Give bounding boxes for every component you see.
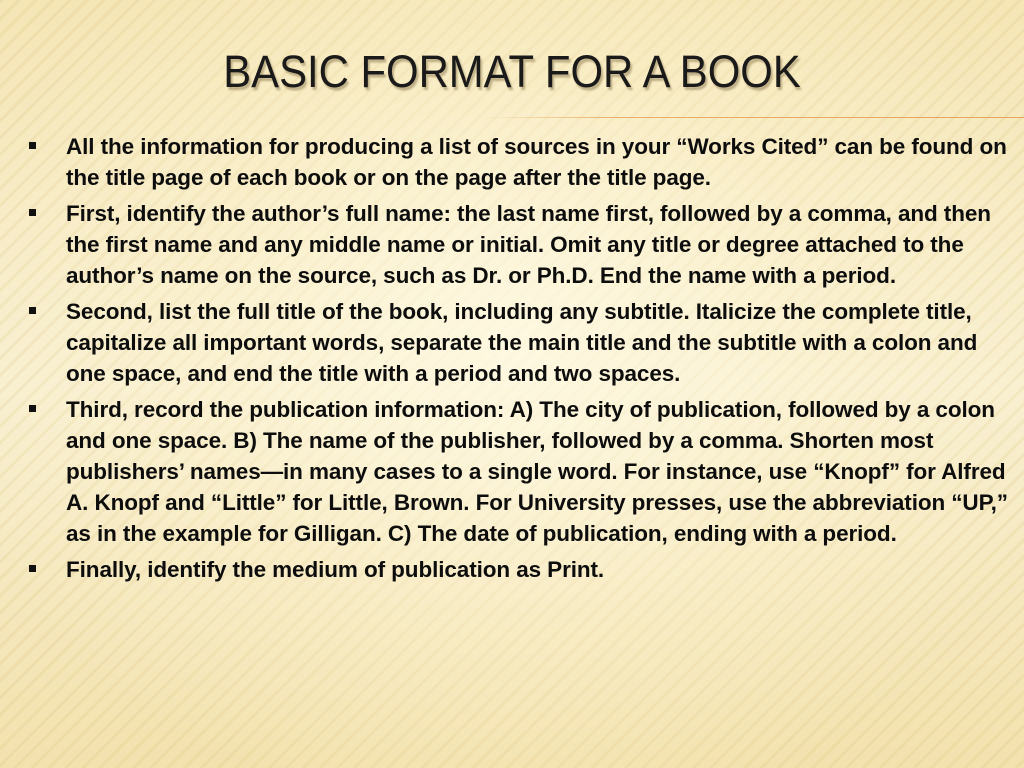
bullet-text: Third, record the publication information: A) The city of publication, followed by a colon and one space. B) The name of the publisher, followed by a comma. Shorten most publishers’ names—in many cases to a single word. For instance, use “Knopf” for Alfred A. Knopf and “Little” for Little, Brown. For University presses, use the abbreviation “UP,” as in the example for Gilligan. C) The date of publication, ending with a period. xyxy=(66,397,1008,546)
bullet-item-sources-info xyxy=(28,131,1008,193)
square-bullet-icon xyxy=(29,209,36,216)
bullet-list xyxy=(28,131,1008,590)
bullet-item-publication-info xyxy=(28,394,1008,549)
square-bullet-icon xyxy=(29,142,36,149)
square-bullet-icon xyxy=(29,307,36,314)
bullet-text: Finally, identify the medium of publication as Print. xyxy=(66,557,605,582)
bullet-item-author-name xyxy=(28,198,1008,291)
bullet-item-book-title xyxy=(28,296,1008,389)
bullet-text: First, identify the author’s full name: the last name first, followed by a comma, and then the first name and any middle name or initial. Omit any title or degree attached to the author’s name on the source, such as Dr. or Ph.D. End the name with a period. xyxy=(66,201,991,288)
bullet-text: Second, list the full title of the book, including any subtitle. Italicize the complete title, capitalize all important words, separate the main title and the subtitle with a colon and one space, and end the title with a period and two spaces. xyxy=(66,299,978,386)
slide-title: BASIC FORMAT FOR A BOOK xyxy=(223,46,801,97)
title-divider xyxy=(480,117,1024,118)
bullet-text: All the information for producing a list of sources in your “Works Cited” can be found on the title page of each book or on the page after the title page. xyxy=(66,134,1007,190)
bullet-item-medium xyxy=(28,554,1008,585)
square-bullet-icon xyxy=(29,405,36,412)
square-bullet-icon xyxy=(29,565,36,572)
